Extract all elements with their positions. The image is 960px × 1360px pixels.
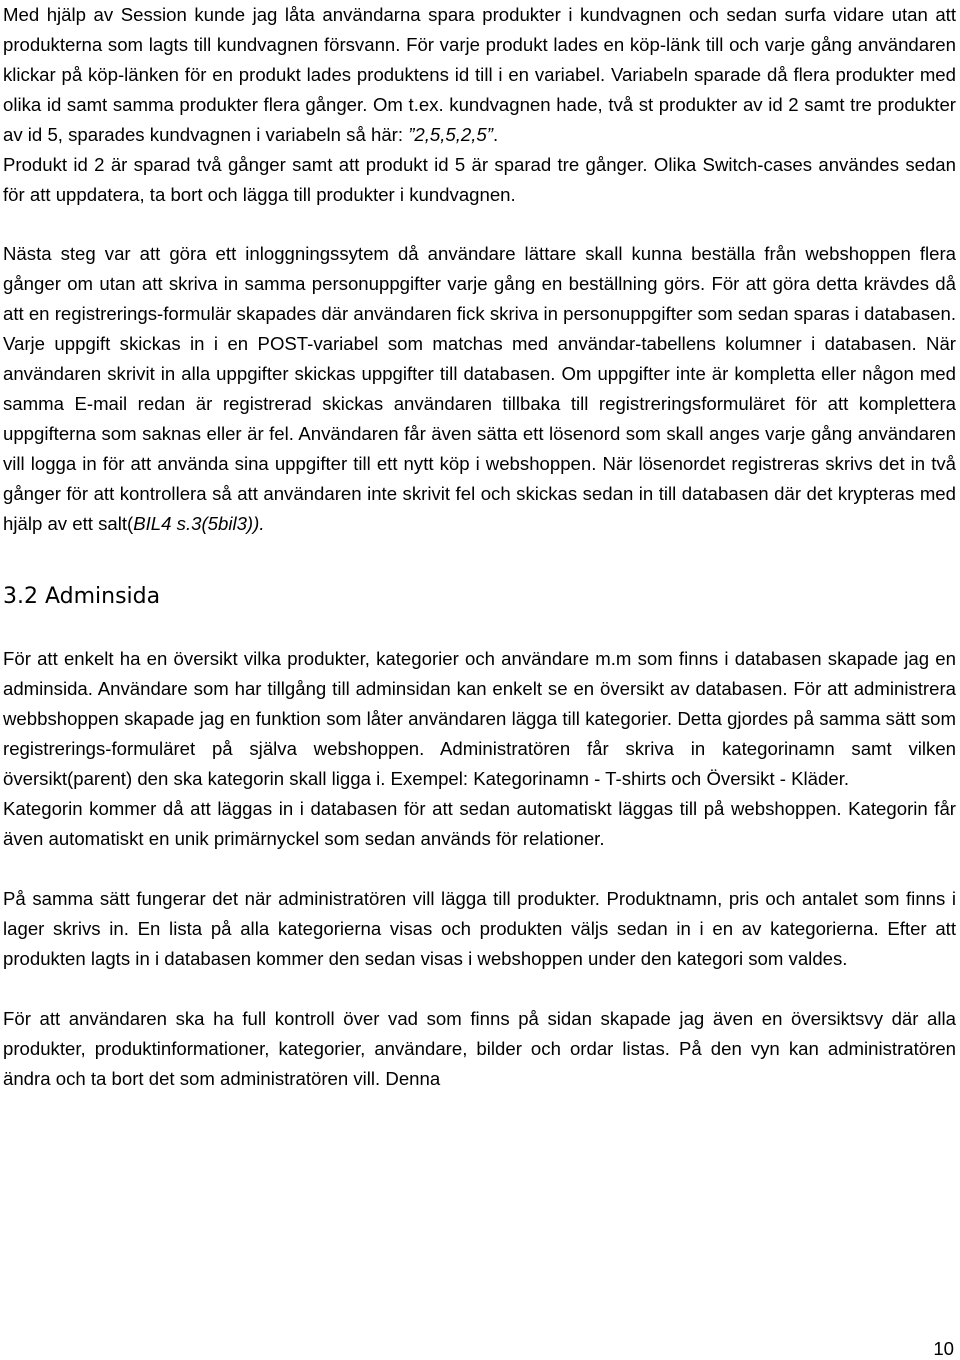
section-heading: 3.2 Adminsida — [3, 584, 161, 609]
paragraph-admin-overview: För att användaren ska ha full kontroll över vad som finns på sidan skapade jag även en översiktsvy där alla produkter, produktinformationer, kategorier, användare, bilder och ordar listas. På den vyn kan administratören ändra och ta bort det som administratören vill. Denna — [3, 1008, 956, 1089]
paragraph-session — [3, 0, 956, 150]
paragraph-admin-intro: För att enkelt ha en översikt vilka produkter, kategorier och användare m.m som finns i databasen skapade jag en adminsida. Användare som har tillgång till adminsidan kan enkelt se en översikt av databasen. För att administrera webbshoppen skapade jag en funktion som låter användaren lägga till kategorier. Detta gjordes på samma sätt som registrerings-formuläret på själva webshoppen. Administratören får skriva in kategorinamn samt vilken översikt(parent) den ska kategorin skall ligga i. Exempel: Kategorinamn - T-shirts och Översikt - Kläder. — [3, 648, 956, 789]
paragraph-admin-products: På samma sätt fungerar det när administratören vill lägga till produkter. Produktnamn, pris och antalet som finns i lager skrivs in. En lista på alla kategorierna visas och produkten väljs sedan in i en av kategorierna. Efter att produkten lagts in i databasen kommer den sedan visas i webshoppen under den kategori som valdes. — [3, 888, 956, 969]
page-number: 10 — [933, 1338, 954, 1359]
paragraph-login — [3, 239, 956, 539]
login-text: Nästa steg var att göra ett inloggningssytem då användare lättare skall kunna beställa från webshoppen flera gånger om utan att skriva in samma personuppgifter varje gång en beställning görs. För att göra detta krävdes då att en registrerings-formulär skapades där användaren fick skriva in personuppgifter som sedan sparas i databasen. Varje uppgift skickas in i en POST-variabel som matchas med användar-tabellens kolumner i databasen. När användaren skrivit in alla uppgifter skickas uppgifter till databasen. Om uppgifter inte är kompletta eller någon med samma E-mail redan är registrerad skickas användaren tillbaka till registreringsformuläret för att komplettera uppgifterna som saknas eller är fel. Användaren får även sätta ett lösenord som skall anges varje gång användaren vill logga in för att använda sina uppgifter till ett nytt köp i webshoppen. När lösenordet registreras skrivs det in två gånger för att kontrollera så att användaren inte skrivit fel och skickas sedan in till databasen där det krypteras med hjälp av ett salt( — [3, 243, 956, 534]
session-example: ”2,5,5,2,5” — [408, 124, 493, 145]
paragraph-admin-category: Kategorin kommer då att läggas in i databasen för att sedan automatiskt läggas till på webshoppen. Kategorin får även automatiskt en unik primärnyckel som sedan används för relationer. — [3, 798, 956, 849]
session-end: . — [492, 124, 499, 145]
document-page — [3, 0, 956, 1094]
login-reference: BIL4 s.3(5bil3)). — [133, 513, 265, 534]
session-text: Med hjälp av Session kunde jag låta användarna spara produkter i kundvagnen och sedan surfa vidare utan att produkterna som lagts till kundvagnen försvann. För varje produkt lades en köp-länk till och varje gång användaren klickar på köp-länken för en produkt lades produktens id till i en variabel. Variabeln sparade då flera produkter med olika id samt samma produkter flera gånger. Om t.ex. kundvagnen hade, två st produkter av id 2 samt tre produkter av id 5, sparades kundvagnen i variabeln så här: — [3, 4, 956, 145]
paragraph-switch: Produkt id 2 är sparad två gånger samt att produkt id 5 är sparad tre gånger. Olika Switch-cases användes sedan för att uppdatera, ta bort och lägga till produkter i kundvagnen. — [3, 154, 956, 205]
